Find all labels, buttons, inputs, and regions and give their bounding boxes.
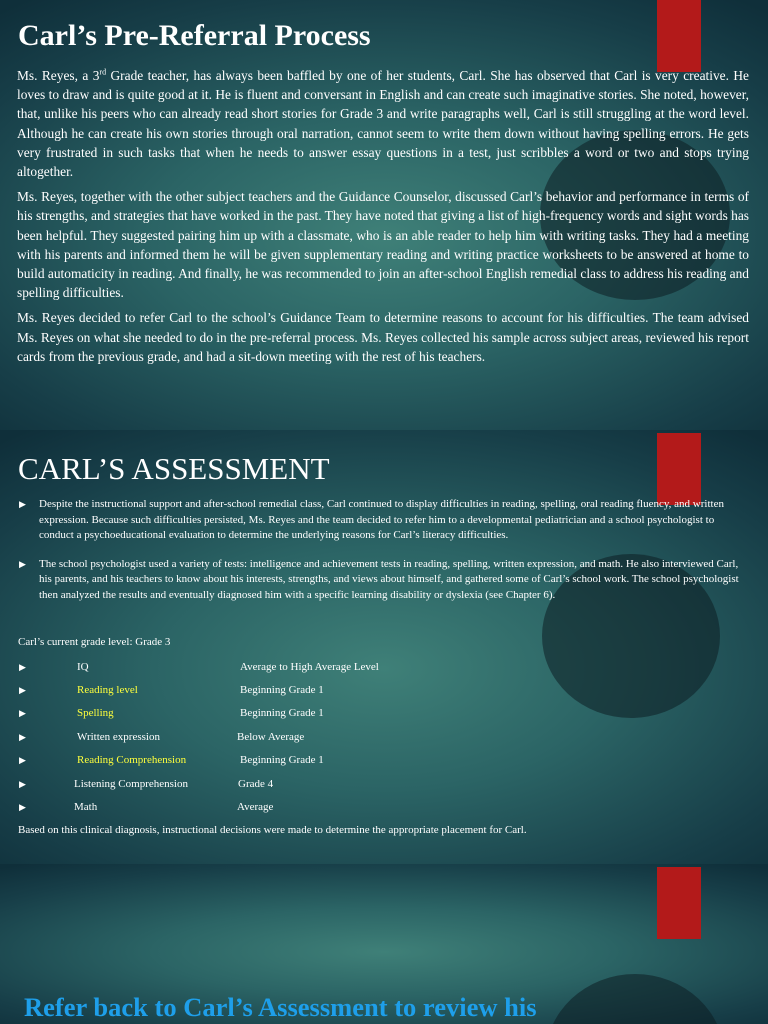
grade-level-line: Carl’s current grade level: Grade 3 (18, 636, 171, 648)
score-row-iq (0, 659, 768, 675)
paragraph-3: Ms. Reyes decided to refer Carl to the school’s Guidance Team to determine reasons to account for his difficulties. The team advised Ms. Reyes on what she needed to do in the pre-referral process. Ms. Reyes collected his sample across subject areas, reviewed his report cards from the previous grade, and had a sit-down meeting with the rest of his teachers. (17, 310, 749, 364)
slide-title: Refer back to Carl’s Assessment to review his (24, 992, 537, 1022)
score-area: Listening Comprehension (74, 778, 188, 790)
ordinal-suffix: rd (99, 67, 107, 77)
triangle-right-icon: ▶ (19, 779, 26, 789)
score-row-reading-comprehension (0, 752, 768, 768)
score-row-reading-level (0, 682, 768, 698)
score-level: Grade 4 (238, 778, 274, 790)
bullet-item: ▶ Despite the instructional support and after-school remedial class, Carl continued to display difficulties in reading, spelling, oral reading fluency, and written expression. Because such difficulties persisted, Ms. Reyes and the team decided to refer him to a developmental pediatrician and a school psychologist to conduct a psychoeducational evaluation to determine the underlying reasons for Carl’s literacy difficulties. (19, 498, 724, 542)
bullet-item: ▶ The school psychologist used a variety of tests: intelligence and achievement tests in reading, spelling, written expression, and math. He also interviewed Carl, his parents, and his teachers to know about his interests, strengths, and views about himself, and gathered some of Carl’s school work. The school psychologist then analyzed the results and eventually diagnosed him with a specific learning disability or dyslexia (see Chapter 6). (19, 557, 739, 601)
triangle-right-icon: ▶ (19, 802, 26, 812)
score-area: IQ (77, 661, 89, 673)
assessment-results (0, 430, 768, 864)
slide-pre-referral (0, 0, 768, 430)
triangle-right-icon: ▶ (19, 685, 26, 695)
score-row-listening-comprehension (0, 776, 768, 792)
score-area: Math (74, 801, 98, 813)
paragraph-2: Ms. Reyes, together with the other subject teachers and the Guidance Counselor, discussed Carl’s behavior and performance in terms of his strengths, and strategies that have worked in the past. They have noted that giving a list of high-frequency words and sight words has been helpful. They suggested pairing him up with a classmate, who is an able reader to help him with writing tasks. They had a meeting with his parents and informed them he will be given supplementary reading and writing practice worksheets to be answered at home to build automaticity in reading. And finally, he was recommended to join an after-school English remedial class to address his reading and spelling difficulties. (17, 189, 749, 301)
conclusion-text: Based on this clinical diagnosis, instructional decisions were made to determine the appropriate placement for Carl. (18, 824, 527, 836)
score-level: Beginning Grade 1 (240, 754, 324, 766)
red-accent-bar (657, 0, 701, 72)
score-level: Beginning Grade 1 (240, 684, 324, 696)
score-row-math (0, 799, 768, 815)
red-accent-bar (657, 867, 701, 939)
score-area: Reading Comprehension (77, 754, 187, 766)
slide-assessment (0, 430, 768, 864)
score-area: Written expression (77, 731, 160, 743)
triangle-right-icon: ▶ (19, 755, 26, 765)
score-area: Reading level (77, 684, 138, 696)
score-area: Spelling (77, 707, 114, 719)
paragraph-1: Ms. Reyes, a 3rd Grade teacher, has always been baffled by one of her students, Carl. She has observed that Carl is very creative. He loves to draw and is quite good at it. He is fluent and conversant in English and can create such imaginative stories. She noted, however, that, unlike his peers who can already read short stories for Grade 3 and write paragraphs well, Carl is still struggling at the word level. Although he can create his own stories through oral narration, cannot seem to write them down without having spelling errors. He gets very frustrated in such tasks that when he needs to answer essay questions in a test, just scribbles a word or two and stops trying altogether. (17, 67, 749, 180)
triangle-right-icon: ▶ (19, 708, 26, 718)
slide-refer-back (0, 864, 768, 1024)
score-level: Average (237, 801, 274, 813)
score-level: Beginning Grade 1 (240, 707, 324, 719)
score-row-written-expression (0, 729, 768, 745)
triangle-right-icon: ▶ (19, 558, 26, 569)
score-row-spelling (0, 705, 768, 721)
triangle-right-icon: ▶ (19, 732, 26, 742)
slide-title: Carl’s Pre-Referral Process (18, 19, 371, 52)
score-level: Below Average (237, 731, 305, 743)
slide-title: CARL’S ASSESSMENT (18, 451, 330, 486)
triangle-right-icon: ▶ (19, 499, 26, 509)
score-level: Average to High Average Level (240, 661, 379, 673)
slide-body (17, 66, 749, 372)
triangle-right-icon: ▶ (19, 662, 26, 672)
decorative-circle (545, 974, 725, 1024)
